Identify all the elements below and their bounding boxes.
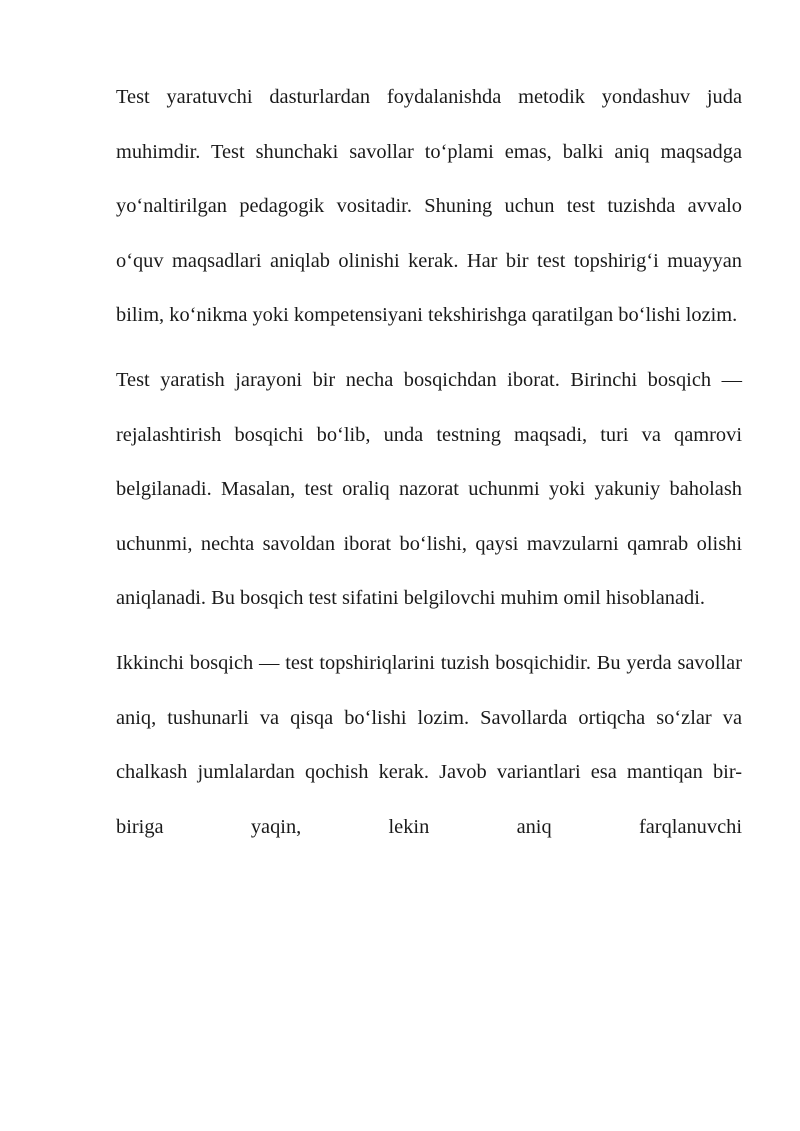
- paragraph-1: Test yaratuvchi dasturlardan foydalanishda metodik yondashuv juda muhimdir. Test shunchaki savollar to‘plami emas, balki aniq maqsadga yo‘naltirilgan pedagogik vositadir. Shuning uchun test tuzishda avvalo o‘quv maqsadlari aniqlab olinishi kerak. Har bir test topshirig‘i muayyan bilim, ko‘nikma yoki kompetensiyani tekshirishga qaratilgan bo‘lishi lozim.: [116, 86, 742, 327]
- document-body: [116, 70, 742, 854]
- paragraph-2: Test yaratish jarayoni bir necha bosqichdan iborat. Birinchi bosqich — rejalashtirish bosqichi bo‘lib, unda testning maqsadi, turi va qamrovi belgilanadi. Masalan, test oraliq nazorat uchunmi yoki yakuniy baholash uchunmi, nechta savoldan iborat bo‘lishi, qaysi mavzularni qamrab olishi aniqlanadi. Bu bosqich test sifatini belgilovchi muhim omil hisoblanadi.: [116, 368, 742, 610]
- paragraph-3: Ikkinchi bosqich — test topshiriqlarini tuzish bosqichidir. Bu yerda savollar aniq, tushunarli va qisqa bo‘lishi lozim. Savollarda ortiqcha so‘zlar va chalkash jumlalardan qochish kerak. Javob variantlari esa mantiqan bir-biriga yaqin, lekin aniq farqlanuvchi: [116, 651, 742, 838]
